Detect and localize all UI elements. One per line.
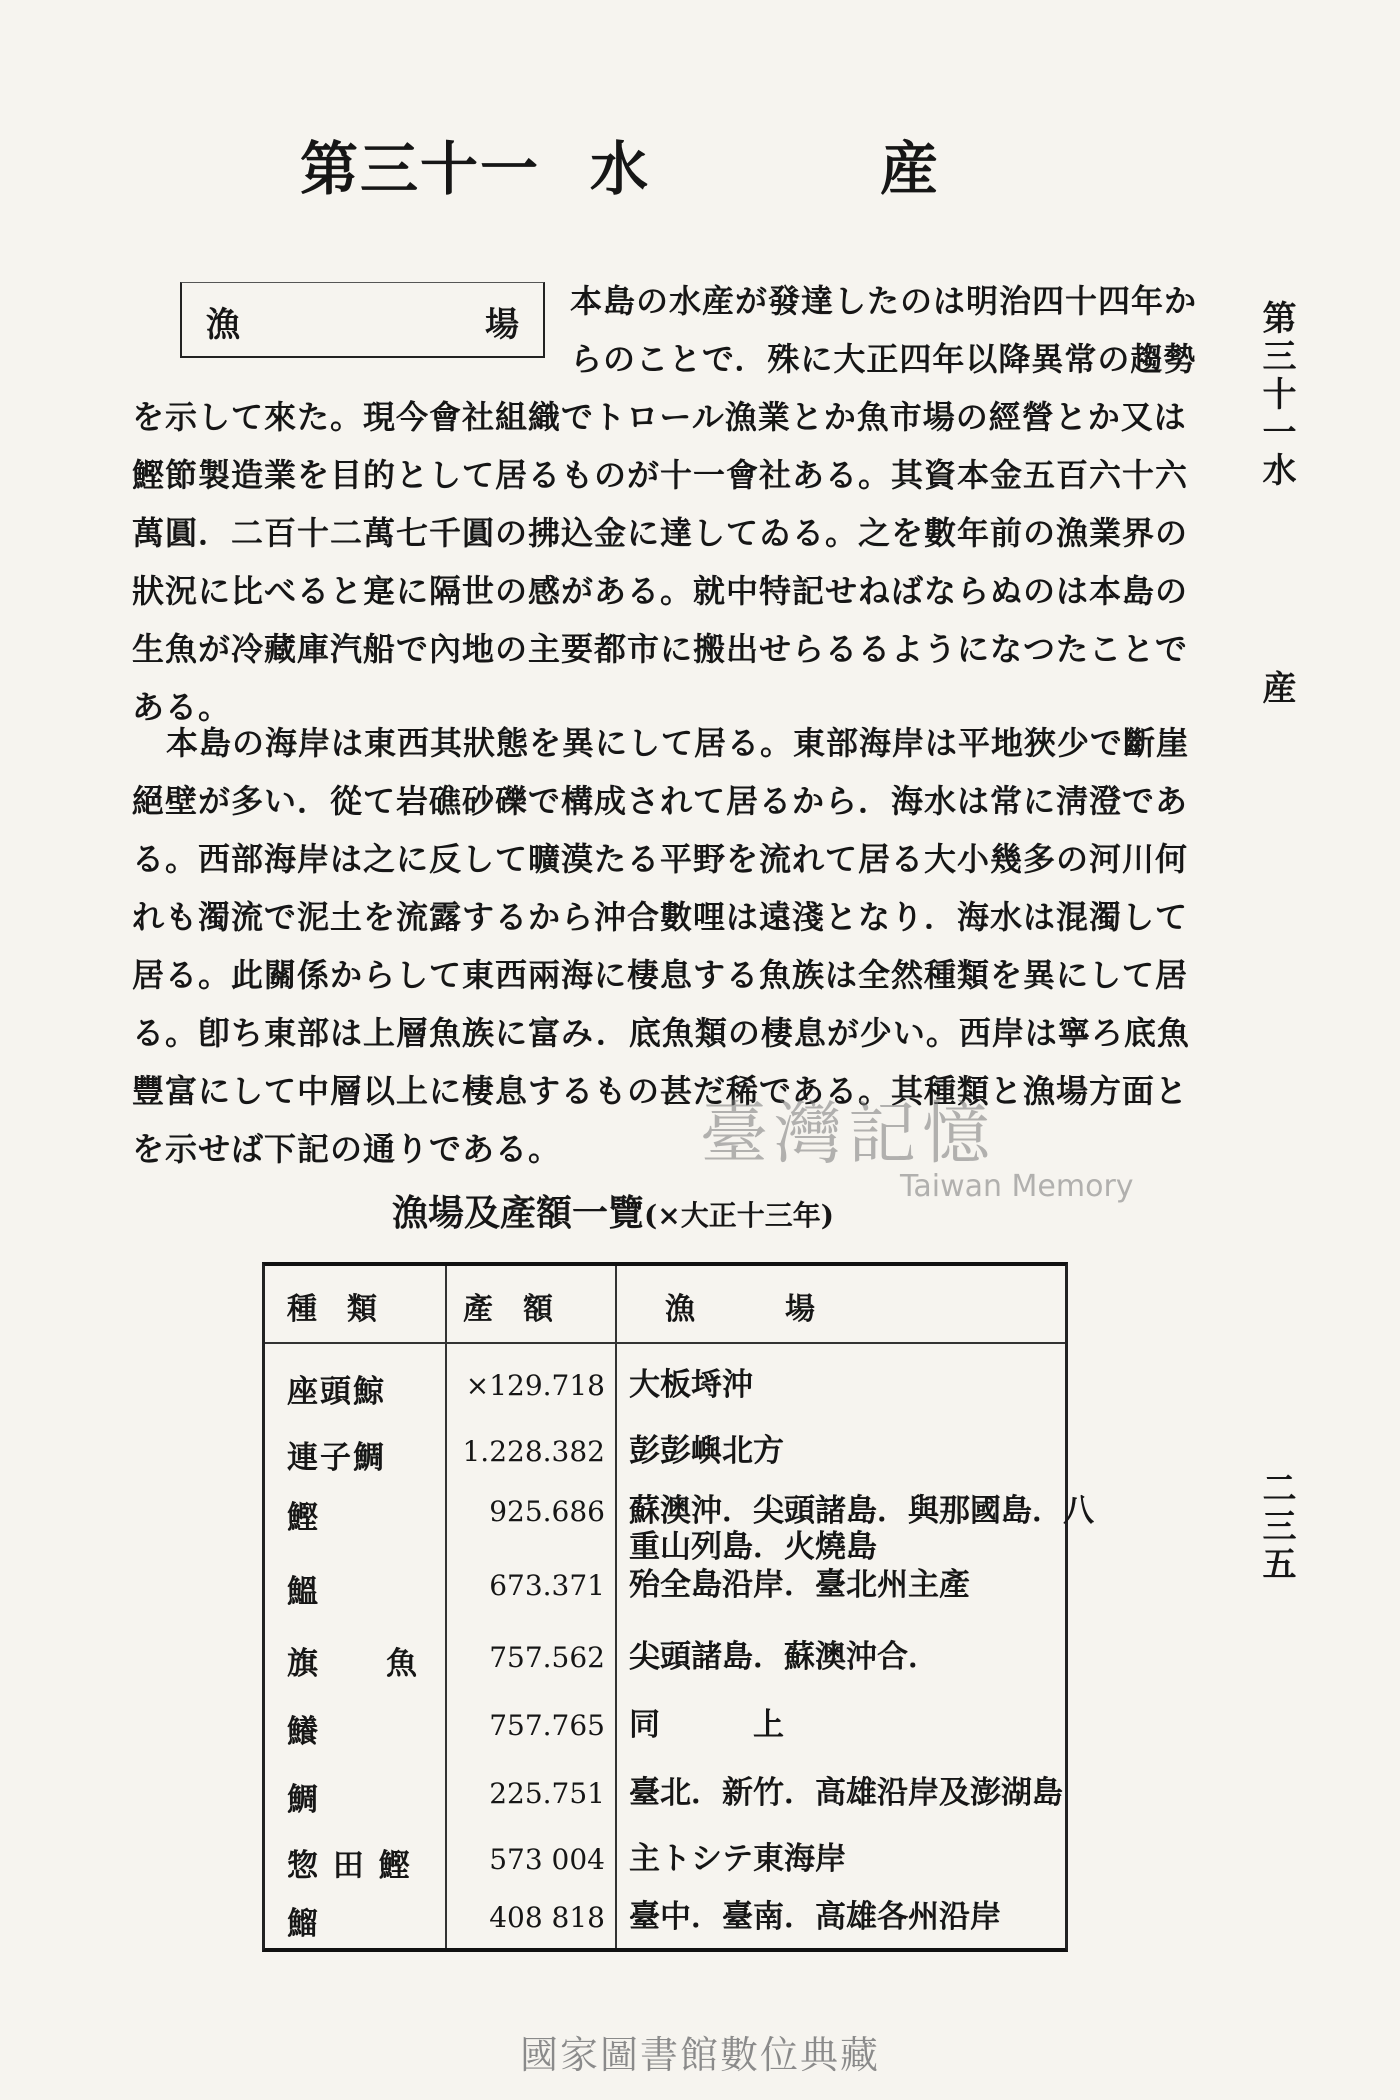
row-amount: 1.228.382 [462,1435,605,1468]
row-grounds: 蘇澳沖．尖頭諸島．與那國島．八 [629,1493,1094,1529]
section-heading-box [180,282,545,358]
row-amount: 573 004 [489,1843,605,1876]
row-amount: 408 818 [489,1901,605,1934]
row-kind: 鱶 [287,1714,320,1750]
row-grounds-continued: 重山列島．火燒島 [629,1529,877,1565]
row-grounds: 臺北．新竹．高雄沿岸及澎湖島 [629,1775,1063,1811]
title-part-product: 産 [880,135,941,203]
row-amount: 757.562 [489,1641,605,1674]
table-caption-title: 漁場及產額一覽 [392,1192,645,1234]
row-kind: 鰹 [287,1500,320,1536]
table-caption-note: (×大正十三年) [644,1199,834,1232]
title-part-water: 水 [590,135,651,203]
row-grounds: 大板埓沖 [629,1367,753,1403]
table-divider [445,1266,447,1948]
section-heading-left: 漁 [206,305,240,345]
table-caption [392,1185,834,1236]
section-heading-right: 場 [485,305,519,345]
row-amount: 757.765 [489,1709,605,1742]
row-kind: 鯛 [287,1782,320,1818]
row-grounds: 彭彭嶼北方 [629,1433,784,1469]
running-header-chapter: 第三十一水 [1256,300,1296,490]
paragraph-2: 本島の海岸は東西其狀態を異にして居る。東部海岸は平地狹少で斷崖絕壁が多い．從て岩礁砂礫で構成されて居るから．海水は常に淸澄である。西部海岸は之に反して曠漠たる平野を流れて居る大小幾多の河川何れも濁流で泥土を流露するから沖合數哩は遠淺となり．海水は混濁して居る。此關係からして東西兩海に棲息する魚族は全然種類を異にして居る。卽ち東部は上層魚族に富み．底魚類の棲息が少い。西岸は寧ろ底魚豐富にして中層以上に棲息するもの甚だ稀である。其種類と漁場方面とを示せば下記の通りである。 [132,724,1190,1168]
header-amount: 產 額 [463,1292,553,1327]
fishery-table [262,1262,1094,1952]
row-amount: ×129.718 [465,1369,605,1402]
footer-credit: 國家圖書館數位典藏 [519,2033,880,2077]
header-kind: 種 類 [287,1292,377,1327]
page-number: 二三五 [1256,1470,1296,1584]
row-kind: 旗 魚 [287,1646,419,1682]
row-grounds: 殆全島沿岸．臺北州主產 [629,1567,970,1603]
row-grounds: 同 上 [629,1707,784,1743]
row-amount: 225.751 [489,1777,605,1810]
watermark-chinese: 臺灣記憶 [700,1095,997,1174]
row-kind: 鰡 [287,1906,320,1942]
row-kind: 連子鯛 [287,1440,386,1476]
row-grounds: 主トシテ東海岸 [629,1841,846,1877]
row-grounds: 尖頭諸島．蘇澳沖合． [629,1639,939,1675]
running-header-topic: 産 [1256,670,1296,708]
watermark-english: Taiwan Memory [900,1169,1134,1204]
row-amount: 925.686 [489,1495,605,1528]
paragraph-1-intro: 本島の水産が發達したのは明治四十四年からのことで．殊に大正四年以降異常の趨勢 [570,282,1198,378]
table-header-rule [265,1342,1065,1344]
title-chapter: 第三十一 [300,135,541,203]
page-title [300,135,941,203]
table-divider [615,1266,617,1948]
row-grounds: 臺中．臺南．高雄各州沿岸 [629,1899,1001,1935]
row-kind: 座頭鯨 [287,1374,386,1410]
row-kind: 鰮 [287,1574,320,1610]
row-amount: 673.371 [489,1569,605,1602]
row-kind: 惣 田 鰹 [287,1848,412,1884]
header-grounds: 漁 場 [665,1292,815,1327]
paragraph-1-body: を示して來た。現今會社組織でトロール漁業とか魚市場の經營とか又は鰹節製造業を目的として居るものが十一會社ある。其資本金五百六十六萬圓．二百十二萬七千圓の拂込金に達してゐる。之を數年前の漁業界の狀況に比べると寔に隔世の感がある。就中特記せねばならぬのは本島の生魚が冷藏庫汽船で內地の主要都市に搬出せらるるようになつたことである。 [132,398,1189,726]
